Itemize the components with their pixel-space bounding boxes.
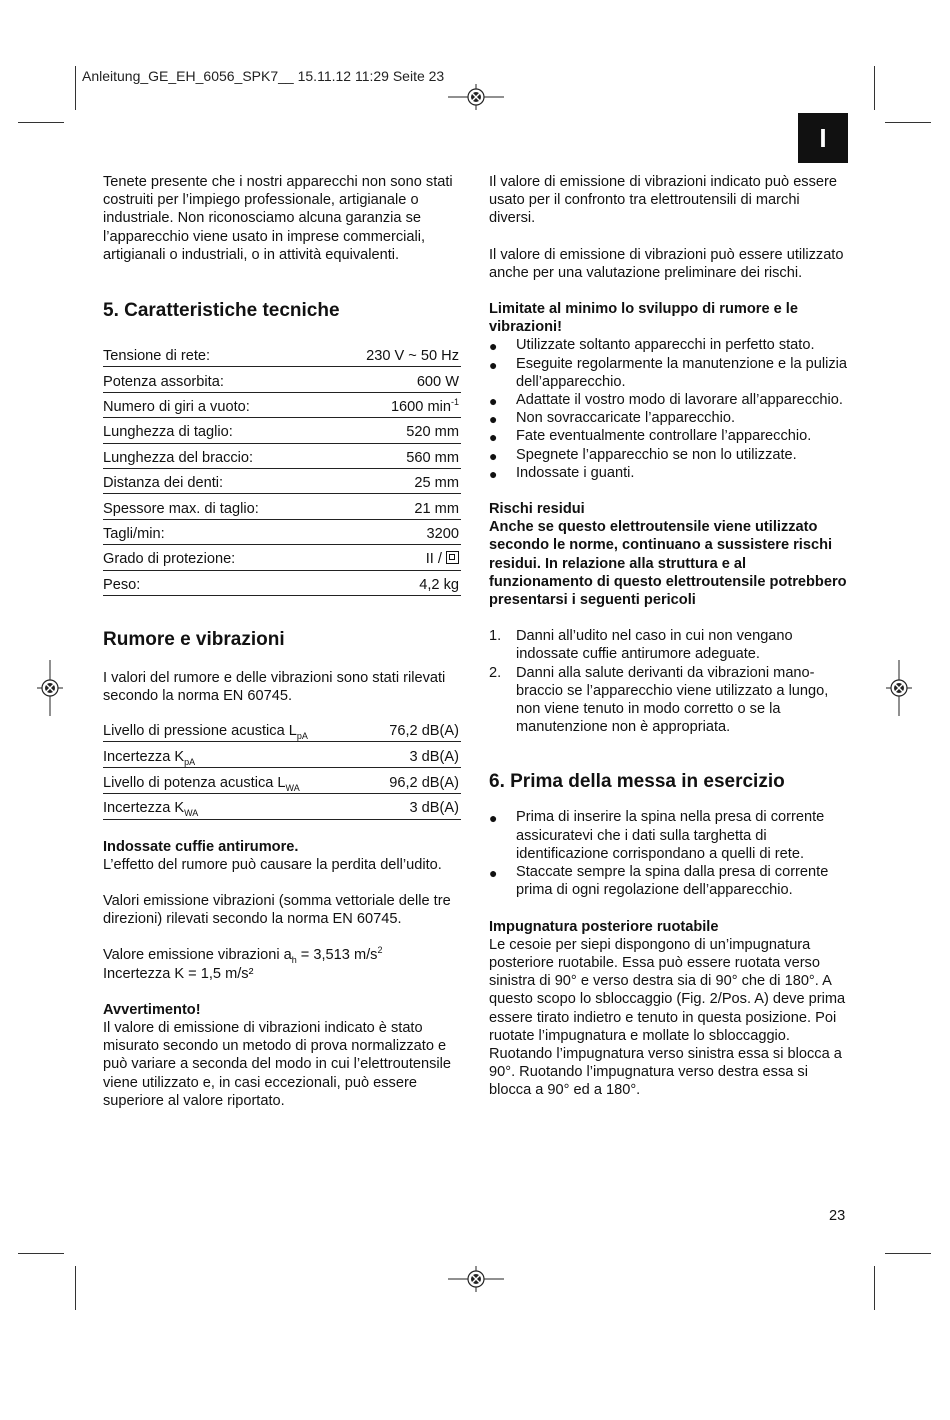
start-list — [489, 808, 847, 899]
language-tab: I — [798, 113, 848, 163]
limit-heading — [489, 300, 847, 336]
risk-list-item — [489, 664, 847, 737]
noise-section-title: Rumore e vibrazioni — [103, 628, 285, 650]
tech-spec-row — [103, 494, 461, 519]
page-number: 23 — [829, 1208, 846, 1224]
limit-heading-bold: Limitate al minimo lo sviluppo di rumore e le vibrazioni! — [489, 301, 798, 336]
registration-mark-icon — [448, 84, 504, 110]
risk-item-text: Danni all’udito nel caso in cui non vengano indossate cuffie antirumore adeguate. — [516, 628, 793, 663]
noise-value: 3 dB(A) — [368, 793, 461, 819]
handle-heading: Impugnatura posteriore ruotabile — [489, 918, 719, 935]
print-header: Anleitung_GE_EH_6056_SPK7__ 15.11.12 11:29 Seite 23 — [82, 68, 445, 84]
limit-list-item: ● Adattate il vostro modo di lavorare all’apparecchio. — [489, 391, 847, 409]
tech-spec-value — [325, 468, 461, 493]
risk-list-item — [489, 627, 847, 663]
limit-list-item: ● Fate eventualmente controllare l’apparecchio. — [489, 427, 847, 445]
risk-item-text: Danni alla salute derivanti da vibrazioni mano-braccio se l’apparecchio viene utilizzato a lungo, non viene tenuto in modo corretto o se la manutenzione non è appropriata. — [516, 664, 829, 736]
tech-spec-label: Spessore max. di taglio: — [103, 494, 325, 519]
tech-spec-row — [103, 392, 461, 417]
tech-spec-value — [325, 494, 461, 519]
handle-text: Le cesoie per siepi dispongono di un’impugnatura posteriore ruotabile. Essa può essere ruotata verso sinistra di 90° e verso destra sia di 90° che di 180°. A questo scopo lo sbloccaggio (Fig. 2/Pos. A) deve prima essere tirato indietro e tenuto in questa posizione. Poi ruotate l’impugnatura e mollate lo sbloccaggio. Ruotando l’impugnatura verso sinistra essa si blocca a 90°. Ruotando l’impugnatura verso destra essa si blocca a 90° ed a 180°. — [489, 936, 846, 1099]
noise-label — [103, 793, 368, 819]
tech-spec-value — [325, 418, 461, 443]
start-list-item: ● Staccate sempre la spina dalla presa di corrente prima di ogni regolazione dell’apparecchio. — [489, 863, 847, 899]
crop-mark — [885, 1253, 931, 1254]
vibration-value-sub: h — [291, 955, 297, 966]
tech-spec-label: Potenza assorbita: — [103, 367, 325, 392]
noise-label-sub: WA — [285, 782, 300, 793]
tech-spec-value — [325, 367, 461, 392]
assessment-paragraph: Il valore di emissione di vibrazioni può essere utilizzato anche per una valutazione preliminare dei rischi. — [489, 246, 844, 281]
tech-spec-value — [325, 570, 461, 595]
tech-spec-label: Peso: — [103, 570, 325, 595]
noise-label — [103, 716, 368, 741]
tech-spec-value — [325, 392, 461, 417]
tech-spec-label: Grado di protezione: — [103, 545, 325, 570]
handle-section — [489, 918, 847, 1100]
limit-list-item: ● Spegnete l’apparecchio se non lo utilizzate. — [489, 446, 847, 464]
tech-spec-row — [103, 545, 461, 570]
crop-mark — [874, 1266, 875, 1310]
tech-spec-label: Tagli/min: — [103, 519, 325, 544]
registration-mark-icon — [448, 1266, 504, 1292]
noise-label — [103, 767, 368, 793]
noise-label-sub: pA — [184, 756, 196, 767]
noise-label-text: Incertezza K — [103, 800, 185, 817]
tech-spec-row — [103, 418, 461, 443]
risk-item-number: 1. — [489, 628, 502, 645]
vibration-values — [103, 946, 461, 982]
noise-value: 3 dB(A) — [368, 742, 461, 768]
noise-row — [103, 742, 461, 768]
crop-mark — [18, 122, 64, 123]
tech-spec-value-text: 560 mm — [406, 449, 459, 466]
risk-heading-bold: Rischi residui Anche se questo elettroutensile viene utilizzato secondo le norme, continuano a sussistere rischi residui. In relazione alla struttura e al funzionamento di questo elettroutensile potrebbero presentarsi i seguenti pericoli — [489, 501, 847, 609]
crop-mark — [885, 122, 931, 123]
start-section-title: 6. Prima della messa in esercizio — [489, 771, 785, 793]
risk-heading — [489, 500, 847, 609]
noise-row — [103, 716, 461, 741]
noise-intro: I valori del rumore e delle vibrazioni sono stati rilevati secondo la norma EN 60745. — [103, 669, 446, 705]
vibration-value-label: Valore emissione vibrazioni a — [103, 947, 292, 964]
crop-mark — [75, 1266, 76, 1310]
noise-table — [103, 716, 461, 819]
tech-spec-label: Tensione di rete: — [103, 342, 325, 367]
risk-list — [489, 627, 847, 736]
vibration-value-sup: 2 — [377, 945, 383, 956]
tech-spec-value — [325, 545, 461, 570]
limit-list-item: ● Utilizzate soltanto apparecchi in perfetto stato. — [489, 336, 847, 354]
tech-spec-row — [103, 443, 461, 468]
left-column — [103, 173, 461, 1110]
right-column — [489, 173, 847, 1100]
tech-spec-value-text: 25 mm — [414, 475, 459, 492]
ear-protection-note — [103, 838, 461, 874]
tech-section-title: 5. Caratteristiche tecniche — [103, 300, 340, 322]
start-list-item: ● Prima di inserire la spina nella presa di corrente assicuratevi che i dati sulla targhetta di identificazione corrispondano a quelli di rete. — [489, 808, 847, 863]
limit-list-item: ● Indossate i guanti. — [489, 464, 847, 482]
warning-text: Il valore di emissione di vibrazioni indicato è stato misurato secondo un metodo di prova normalizzato e può variare a seconda del modo in cui l’elettroutensile viene utilizzato e, in casi eccezionali, può essere superiore al valore riportato. — [103, 1019, 452, 1109]
tech-spec-sup: -1 — [450, 397, 459, 408]
crop-mark — [18, 1253, 64, 1254]
noise-value: 76,2 dB(A) — [368, 716, 461, 741]
vibration-uncertainty: Incertezza K = 1,5 m/s² — [103, 965, 254, 982]
crop-mark — [75, 66, 76, 110]
ear-protection-text: L’effetto del rumore può causare la perdita dell’udito. — [103, 856, 442, 873]
tech-spec-value — [325, 443, 461, 468]
warning-bold: Avvertimento! — [103, 1001, 201, 1018]
tech-spec-label: Lunghezza del braccio: — [103, 443, 325, 468]
tech-spec-label: Numero di giri a vuoto: — [103, 392, 325, 417]
tech-spec-row — [103, 519, 461, 544]
vibration-text: Valori emissione vibrazioni (somma vettoriale delle tre direzioni) rilevati secondo la norma EN 60745. — [103, 892, 451, 928]
noise-label-text: Livello di pressione acustica L — [103, 722, 297, 739]
noise-label — [103, 742, 368, 768]
noise-label-text: Livello di potenza acustica L — [103, 774, 286, 791]
tech-spec-row — [103, 468, 461, 493]
risk-item-number: 2. — [489, 664, 502, 681]
tech-spec-row — [103, 570, 461, 595]
noise-value: 96,2 dB(A) — [368, 767, 461, 793]
limit-list-item: ● Eseguite regolarmente la manutenzione e la pulizia dell’apparecchio. — [489, 355, 847, 391]
vibration-value-rest: = 3,513 m/s — [296, 947, 378, 964]
comparison-paragraph: Il valore di emissione di vibrazioni indicato può essere usato per il confronto tra elettroutensili di marchi diversi. — [489, 174, 837, 227]
tech-spec-value-text: 1600 min — [390, 398, 451, 415]
noise-row — [103, 793, 461, 819]
warning-note — [103, 1001, 461, 1110]
registration-mark-icon — [886, 660, 912, 716]
tech-spec-value — [325, 342, 461, 367]
tech-spec-value-text: 230 V ~ 50 Hz — [366, 348, 459, 365]
tech-spec-value-text: 3200 — [426, 525, 459, 542]
noise-label-text: Incertezza K — [103, 748, 185, 765]
tech-spec-value-text: 4,2 kg — [419, 576, 459, 593]
tech-spec-value-text: 600 W — [416, 373, 459, 390]
tech-spec-value-text: 520 mm — [406, 424, 459, 441]
protection-class-ii-icon — [446, 551, 459, 564]
tech-spec-label: Lunghezza di taglio: — [103, 418, 325, 443]
tech-spec-value-text: 21 mm — [414, 500, 459, 517]
noise-label-sub: pA — [296, 730, 308, 741]
tech-spec-value — [325, 519, 461, 544]
crop-mark — [874, 66, 875, 110]
noise-label-sub: WA — [184, 808, 199, 819]
limit-list-item: ● Non sovraccaricate l’apparecchio. — [489, 409, 847, 427]
registration-mark-icon — [37, 660, 63, 716]
intro-paragraph: Tenete presente che i nostri apparecchi non sono stati costruiti per l’impiego professionale, artigianale o industriale. Non riconosciamo alcuna garanzia se l’apparecchio viene usato in imprese commerciali, artigianali o industriali, o in attività equivalenti. — [103, 174, 453, 263]
tech-spec-label: Distanza dei denti: — [103, 468, 325, 493]
noise-row — [103, 767, 461, 793]
ear-protection-bold: Indossate cuffie antirumore. — [103, 838, 299, 855]
limit-list — [489, 336, 847, 482]
tech-spec-row — [103, 342, 461, 367]
tech-spec-table — [103, 342, 461, 596]
tech-spec-value-text: II / — [425, 551, 442, 568]
tech-spec-row — [103, 367, 461, 392]
